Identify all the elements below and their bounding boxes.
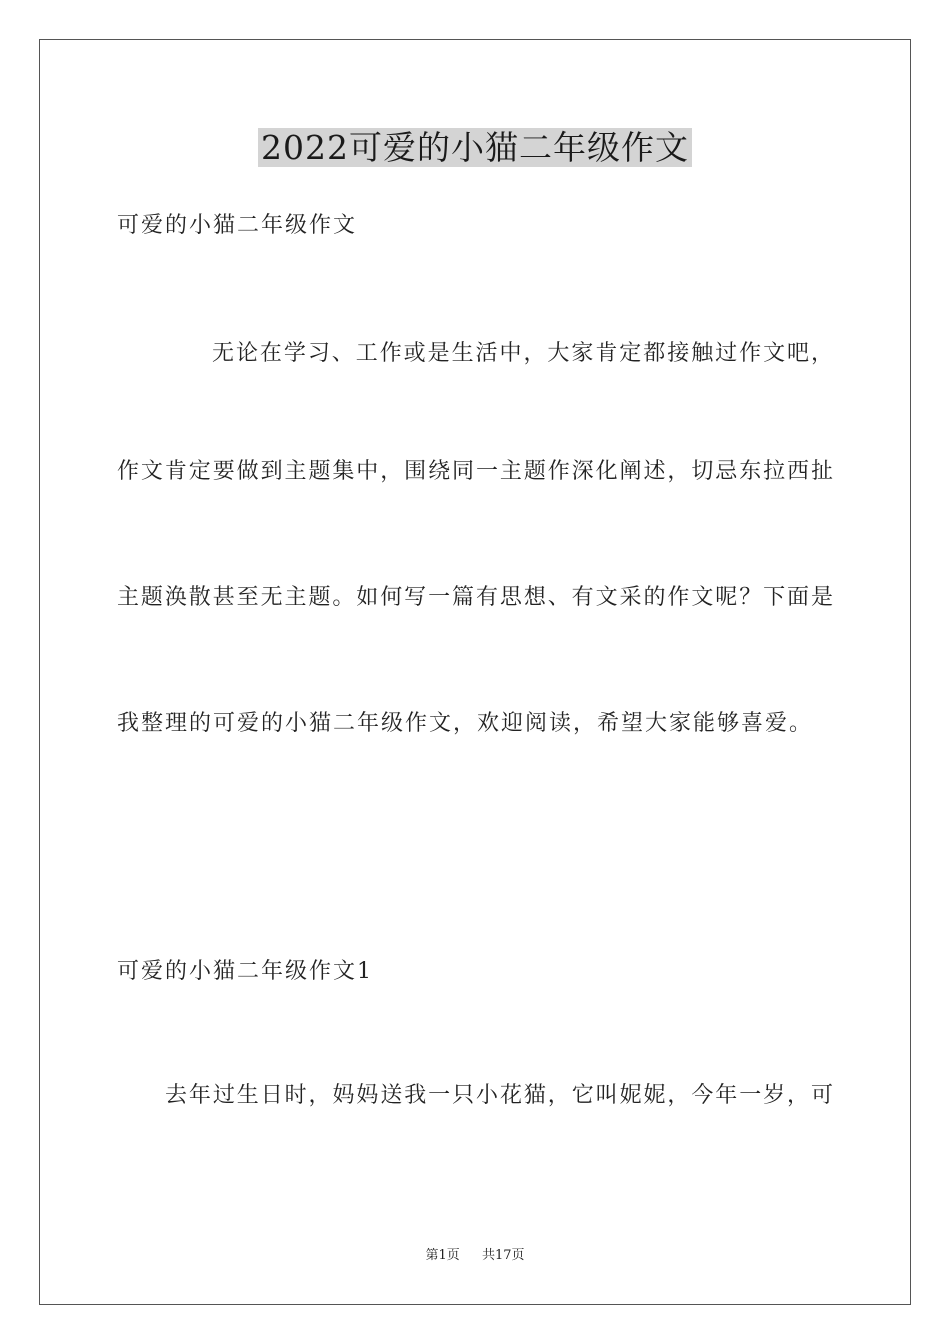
page-footer (0, 1247, 950, 1265)
intro-line-3: 主题涣散甚至无主题。如何写一篇有思想、有文采的作文呢？下面是 (117, 585, 833, 610)
section-heading: 可爱的小猫二年级作文1 (117, 959, 373, 984)
document-title-text: 2022可爱的小猫二年级作文 (258, 128, 692, 167)
page-total: 共17页 (482, 1248, 525, 1263)
intro-line-1: 无论在学习、工作或是生活中，大家肯定都接触过作文吧， (212, 341, 833, 366)
document-title (0, 126, 950, 170)
section-line-1: 去年过生日时，妈妈送我一只小花猫，它叫妮妮，今年一岁，可 (165, 1083, 833, 1108)
page-number: 第1页 (425, 1248, 460, 1263)
intro-line-4: 我整理的可爱的小猫二年级作文，欢迎阅读，希望大家能够喜爱。 (117, 711, 814, 736)
intro-line-2: 作文肯定要做到主题集中，围绕同一主题作深化阐述，切忌东拉西扯 (117, 459, 833, 484)
document-subtitle: 可爱的小猫二年级作文 (117, 213, 358, 238)
